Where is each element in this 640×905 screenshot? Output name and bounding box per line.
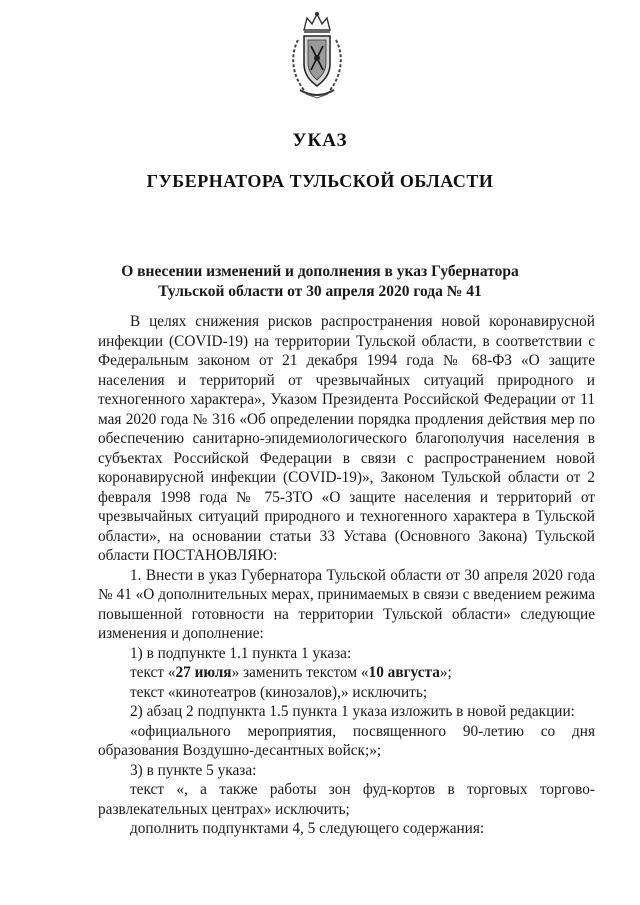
decree-heading <box>80 262 560 302</box>
decree-authority: ГУБЕРНАТОРА ТУЛЬСКОЙ ОБЛАСТИ <box>146 171 494 191</box>
text-part: » заменить текстом « <box>231 664 369 681</box>
heading-line-2: Тульской области от 30 апреля 2020 года № 41 <box>158 283 482 300</box>
subitem-2-quote: «официального мероприятия, посвященного 90-летию со дня образования Воздушно-десантных войск;»; <box>98 722 595 759</box>
decree-title: УКАЗ <box>292 130 348 151</box>
preamble-paragraph: В целях снижения рисков распространения новой коронавирусной инфекции (COVID-19) на территории Тульской области, в соответствии с Федеральным законом от 21 декабря 1994 года № 68-ФЗ «О защите населения и территорий от чрезвычайных ситуаций природного и техногенного характера», Указом Президента Российской Федерации от 11 мая 2020 года № 316 «Об определении порядка продления действия мер по обеспечению санитарно-эпидемиологического благополучия населения в субъектах Российской Федерации в связи с распространением новой коронавирусной инфекции (COVID-19)», Законом Тульской области от 2 февраля 1998 года № 75-ЗТО «О защите населения и территорий от чрезвычайных ситуаций природного и техногенного характера в Тульской области», на основании статьи 33 Устава (Основного Закона) Тульской области ПОСТАНОВЛЯЮ: <box>98 313 595 564</box>
decree-body <box>98 312 595 839</box>
new-date: 10 августа <box>368 664 440 681</box>
subitem-1-replace-text <box>98 663 595 683</box>
text-part: »; <box>439 664 452 681</box>
subitem-2-heading: 2) абзац 2 подпункта 1.5 пункта 1 указа изложить в новой редакции: <box>130 703 575 720</box>
subitem-3-addition: дополнить подпунктами 4, 5 следующего содержания: <box>130 820 485 837</box>
subitem-1-exclude-text: текст «кинотеатров (кинозалов),» исключить; <box>130 683 428 701</box>
old-date: 27 июля <box>175 664 232 681</box>
subitem-3-heading: 3) в пункте 5 указа: <box>130 761 257 779</box>
item-1-paragraph: 1. Внести в указ Губернатора Тульской области от 30 апреля 2020 года № 41 «О дополнительных мерах, принимаемых в связи с введением режима повышенной готовности на территории Тульской области» следующие изменения и дополнение: <box>98 566 595 642</box>
coat-of-arms-icon <box>284 10 350 100</box>
subitem-1-heading: 1) в подпункте 1.1 пункта 1 указа: <box>130 644 352 662</box>
text-part: текст « <box>130 664 176 681</box>
subitem-3-text: текст «, а также работы зон фуд-кортов в торговых торгово-развлекательных центрах» исключить; <box>98 781 595 818</box>
heading-line-1: О внесении изменений и дополнения в указ Губернатора <box>121 263 519 280</box>
